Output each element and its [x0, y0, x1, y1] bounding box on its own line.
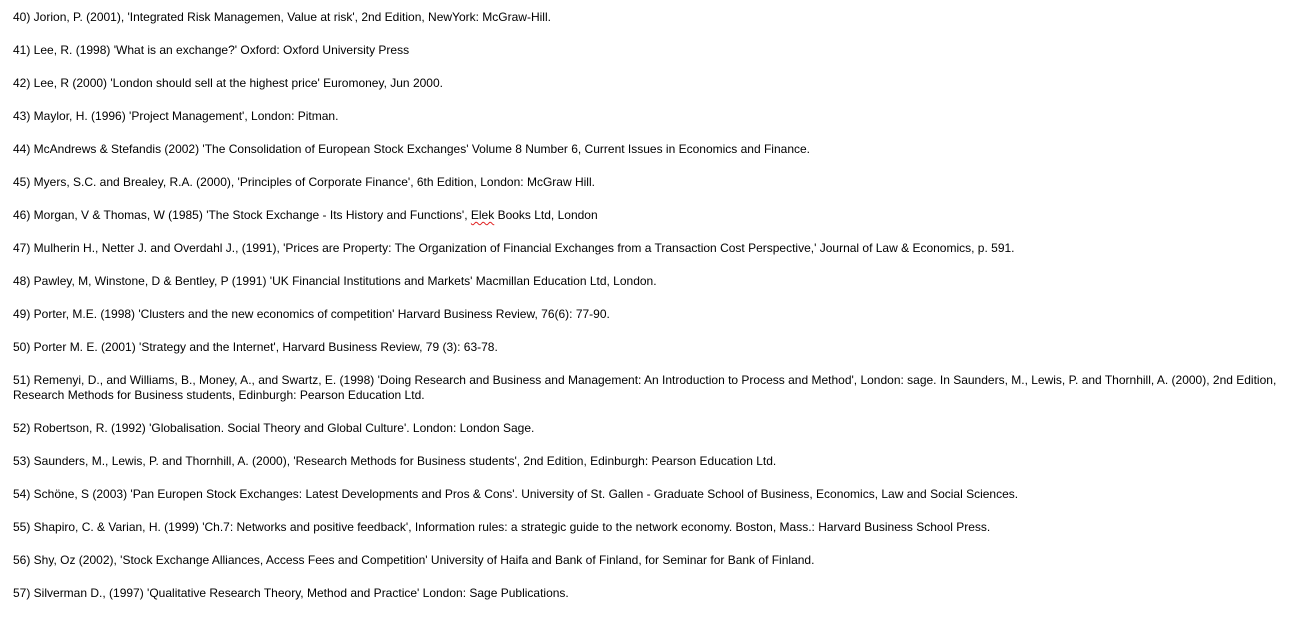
reference-item-44: 44) McAndrews & Stefandis (2002) 'The Consolidation of European Stock Exchanges' Volume 8 Number 6, Current Issues in Economics and Finance.: [13, 142, 810, 156]
reference-item-50: 50) Porter M. E. (2001) 'Strategy and the Internet', Harvard Business Review, 79 (3): 63-78.: [13, 340, 498, 354]
reference-item-57: 57) Silverman D., (1997) 'Qualitative Research Theory, Method and Practice' London: Sage Publications.: [13, 586, 569, 600]
reference-list: [13, 10, 1303, 619]
reference-item-56: 56) Shy, Oz (2002), 'Stock Exchange Alliances, Access Fees and Competition' University of Haifa and Bank of Finland, for Seminar for Bank of Finland.: [13, 553, 815, 567]
reference-item-43: 43) Maylor, H. (1996) 'Project Management', London: Pitman.: [13, 109, 339, 123]
reference-item-55: 55) Shapiro, C. & Varian, H. (1999) 'Ch.7: Networks and positive feedback', Information rules: a strategic guide to the network economy. Boston, Mass.: Harvard Business School Press.: [13, 520, 991, 534]
reference-item-53: 53) Saunders, M., Lewis, P. and Thornhill, A. (2000), 'Research Methods for Business students', 2nd Edition, Edinburgh: Pearson Education Ltd.: [13, 454, 777, 468]
reference-item-45: 45) Myers, S.C. and Brealey, R.A. (2000), 'Principles of Corporate Finance', 6th Edition, London: McGraw Hill.: [13, 175, 595, 189]
reference-item-48: 48) Pawley, M, Winstone, D & Bentley, P (1991) 'UK Financial Institutions and Markets' Macmillan Education Ltd, London.: [13, 274, 657, 288]
reference-item-46: [13, 208, 1303, 223]
reference-text-after: Books Ltd, London: [494, 208, 598, 222]
reference-item-40: 40) Jorion, P. (2001), 'Integrated Risk Managemen, Value at risk', 2nd Edition, NewYork: McGraw-Hill.: [13, 10, 551, 24]
reference-item-52: 52) Robertson, R. (1992) 'Globalisation. Social Theory and Global Culture'. London: London Sage.: [13, 421, 535, 435]
spelling-flagged-word[interactable]: Elek: [470, 208, 495, 222]
reference-item-51: 51) Remenyi, D., and Williams, B., Money, A., and Swartz, E. (1998) 'Doing Research and Business and Management: An Introduction to Process and Method', London: sage. In Saunders, M., Lewis, P. and Thornhill, A. (2000), 2nd Edition, Research Methods for Business students, Edinburgh: Pearson Education Ltd.: [13, 373, 1277, 402]
reference-text-before: 46) Morgan, V & Thomas, W (1985) 'The Stock Exchange - Its History and Functions',: [13, 208, 471, 222]
reference-item-41: 41) Lee, R. (1998) 'What is an exchange?' Oxford: Oxford University Press: [13, 43, 410, 57]
reference-item-42: 42) Lee, R (2000) 'London should sell at the highest price' Euromoney, Jun 2000.: [13, 76, 443, 90]
reference-item-49: 49) Porter, M.E. (1998) 'Clusters and the new economics of competition' Harvard Business Review, 76(6): 77-90.: [13, 307, 610, 321]
reference-item-47: 47) Mulherin H., Netter J. and Overdahl J., (1991), 'Prices are Property: The Organization of Financial Exchanges from a Transaction Cost Perspective,' Journal of Law & Economics, p. 591.: [13, 241, 1015, 255]
reference-item-54: 54) Schöne, S (2003) 'Pan Europen Stock Exchanges: Latest Developments and Pros & Cons'. University of St. Gallen - Graduate School of Business, Economics, Law and Social Sciences.: [13, 487, 1019, 501]
